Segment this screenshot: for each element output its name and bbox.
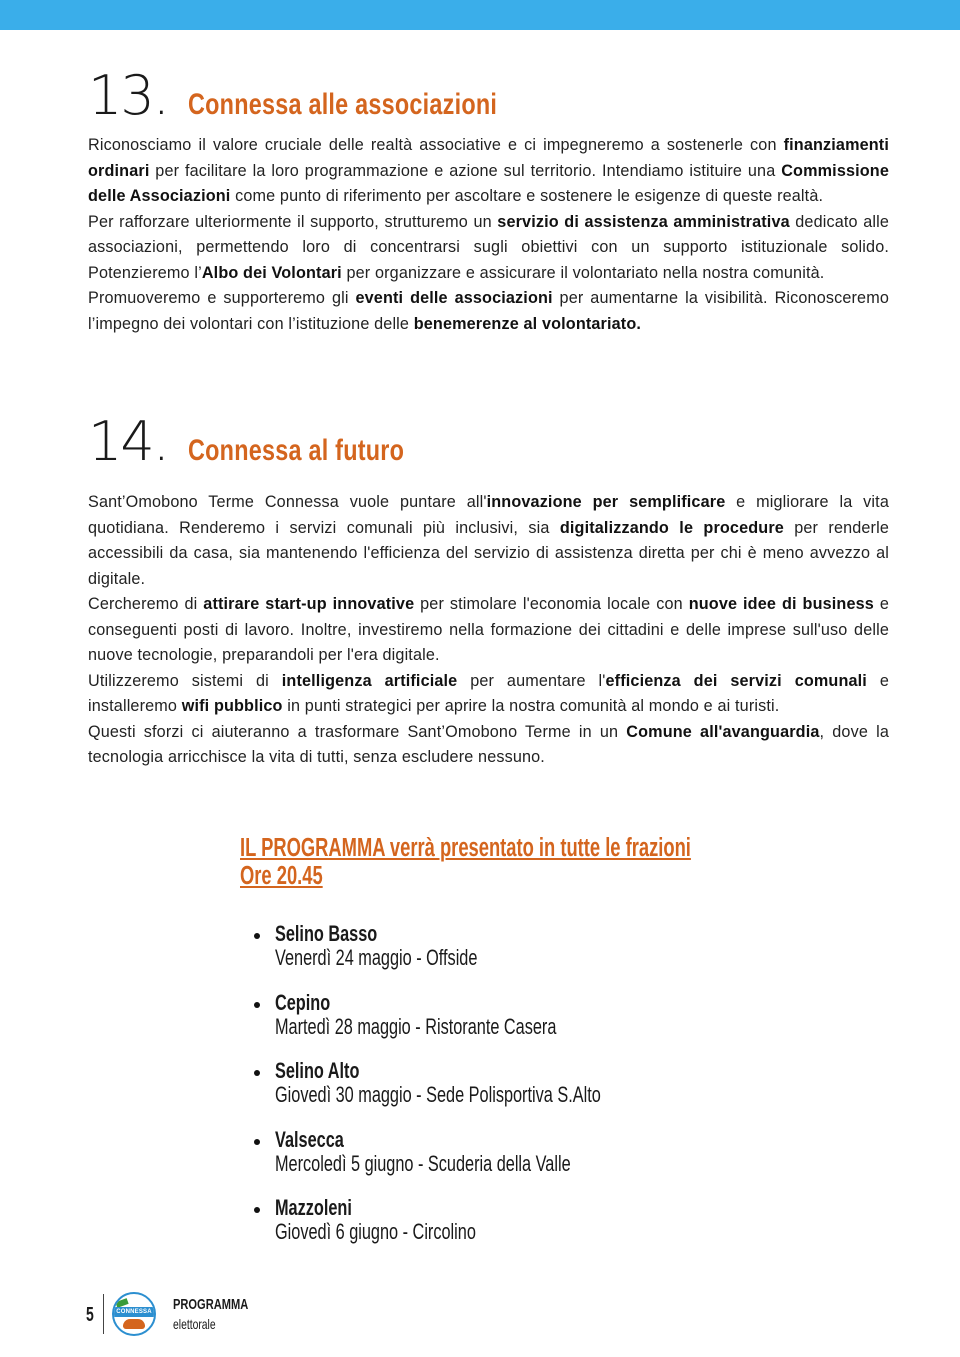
bold-text: wifi pubblico xyxy=(181,697,283,715)
text-run: per organizzare e assicurare il volontariato nella nostra comunità. xyxy=(341,263,825,282)
text-run: Sant’Omobono Terme Connessa vuole puntare all' xyxy=(88,493,487,511)
text-run: per aumentare l' xyxy=(457,671,606,690)
footer-title: PROGRAMMA xyxy=(173,1296,249,1313)
event-location: Cepino xyxy=(275,989,331,1015)
bold-text: servizio di assistenza amministrativa xyxy=(497,212,790,231)
bullet-icon xyxy=(254,1139,260,1145)
paragraph xyxy=(88,210,889,287)
text-run: Per rafforzare ulteriormente il supporto, strutturemo un xyxy=(88,212,498,231)
list-item xyxy=(240,989,760,1062)
bullet-icon xyxy=(254,1002,260,1008)
footer-subtitle: elettorale xyxy=(173,1316,216,1332)
list-item xyxy=(240,921,760,993)
page-number: 5 xyxy=(86,1304,94,1326)
bold-text: innovazione per semplificare xyxy=(486,493,726,511)
section-14-title: Connessa al futuro xyxy=(187,434,405,467)
section-14-body xyxy=(88,490,889,771)
bold-text: benemerenze al volontariato. xyxy=(413,314,642,333)
event-date-venue: Giovedì 6 giugno - Circolino xyxy=(275,1219,476,1244)
text-run: e installeremo xyxy=(88,671,889,715)
logo-text: CONNESSA xyxy=(116,1309,152,1315)
text-run: per stimolare l'economia locale con xyxy=(414,595,689,613)
text-run: Cercheremo di xyxy=(88,595,204,613)
paragraph xyxy=(88,669,889,720)
bold-text: Albo dei Volontari xyxy=(201,263,342,282)
text-run: come punto di riferimento per ascoltare e sostenere le esigenze di queste realtà. xyxy=(230,187,824,205)
event-location: Valsecca xyxy=(275,1126,344,1152)
text-run: Promuoveremo e supporteremo gli xyxy=(88,289,356,307)
bold-text: nuove idee di business xyxy=(688,595,874,613)
bold-text: attirare start-up innovative xyxy=(203,595,415,613)
program-title-line-1: IL PROGRAMMA verrà presentato in tutte le frazioni xyxy=(240,834,691,862)
top-color-bar xyxy=(0,0,960,30)
event-date-venue: Venerdì 24 maggio - Offside xyxy=(275,945,478,970)
program-title xyxy=(240,834,691,890)
section-14-header xyxy=(88,412,889,472)
program-title-line-2: Ore 20.45 xyxy=(240,862,323,890)
bold-text: Comune all'avanguardia xyxy=(626,722,820,741)
text-run: in punti strategici per aprire la nostra comunità al mondo e ai turisti. xyxy=(282,697,780,715)
event-list xyxy=(240,921,760,1267)
bullet-icon xyxy=(254,1070,260,1076)
paragraph xyxy=(88,133,889,210)
text-run: e conseguenti posti di lavoro. Inoltre, investiremo nella formazione dei cittadini e delle imprese sull'uso delle nuove tecnologie, preparandoli per l'era digitale. xyxy=(88,595,889,664)
event-location: Selino Alto xyxy=(275,1058,360,1083)
list-item xyxy=(240,1126,760,1199)
event-date-venue: Giovedì 30 maggio - Sede Polisportiva S.Alto xyxy=(275,1082,601,1107)
text-run: per renderle accessibili da casa, sia mantenendo l'efficienza del servizio di assistenza diretta per chi è meno avvezzo al digitale. xyxy=(88,518,889,588)
bold-text: eventi delle associazioni xyxy=(355,289,553,307)
section-14-number: 14. xyxy=(88,410,168,473)
text-run: per aumentarne la visibilità. Riconosceremo l’impegno dei volontari con l’istituzione delle xyxy=(88,289,889,333)
section-13-number: 13. xyxy=(88,64,168,127)
bold-text: intelligenza artificiale xyxy=(281,671,458,690)
bold-text: digitalizzando le procedure xyxy=(559,518,784,537)
party-logo xyxy=(112,1292,156,1336)
event-date-venue: Martedì 28 maggio - Ristorante Casera xyxy=(275,1013,557,1039)
text-run: e migliorare la vita quotidiana. Renderemo i servizi comunali più inclusivi, sia xyxy=(88,493,889,537)
section-13-body xyxy=(88,133,889,337)
list-item xyxy=(240,1195,760,1267)
bold-text: efficienza dei servizi comunali xyxy=(605,671,867,690)
event-location: Mazzoleni xyxy=(275,1195,352,1220)
list-item xyxy=(240,1058,760,1130)
section-13-header xyxy=(88,66,889,126)
program-schedule xyxy=(240,834,800,1244)
event-location: Selino Basso xyxy=(275,921,378,946)
bold-text: Commissione delle Associazioni xyxy=(88,161,889,205)
paragraph xyxy=(88,490,889,592)
page-footer xyxy=(86,1292,386,1340)
footer-divider xyxy=(103,1294,104,1334)
text-run: Utilizzeremo sistemi di xyxy=(88,671,282,690)
paragraph xyxy=(88,286,889,337)
bold-text: finanziamenti ordinari xyxy=(88,136,889,180)
text-run: Questi sforzi ci aiuteranno a trasformare Sant’Omobono Terme in un xyxy=(88,722,627,741)
paragraph xyxy=(88,720,889,771)
paragraph xyxy=(88,592,889,669)
text-run: Riconosciamo il valore cruciale delle realtà associative e ci impegneremo a sostenerle con xyxy=(88,136,784,154)
bullet-icon xyxy=(254,933,260,939)
event-date-venue: Mercoledì 5 giugno - Scuderia della Valle xyxy=(275,1150,571,1176)
text-run: dedicato alle associazioni, permettendo loro di concentrarsi sugli obiettivi con un supporto istituzionale solido. Potenzieremo l’ xyxy=(88,212,889,282)
section-13 xyxy=(88,66,889,337)
section-13-title: Connessa alle associazioni xyxy=(187,88,498,121)
text-run: , dove la tecnologia arricchisce la vita di tutti, senza escludere nessuno. xyxy=(88,722,889,766)
text-run: per facilitare la loro programmazione e azione sul territorio. Intendiamo istituire una xyxy=(149,161,782,180)
section-14 xyxy=(88,412,889,771)
bullet-icon xyxy=(254,1207,260,1213)
handshake-icon xyxy=(123,1319,145,1329)
